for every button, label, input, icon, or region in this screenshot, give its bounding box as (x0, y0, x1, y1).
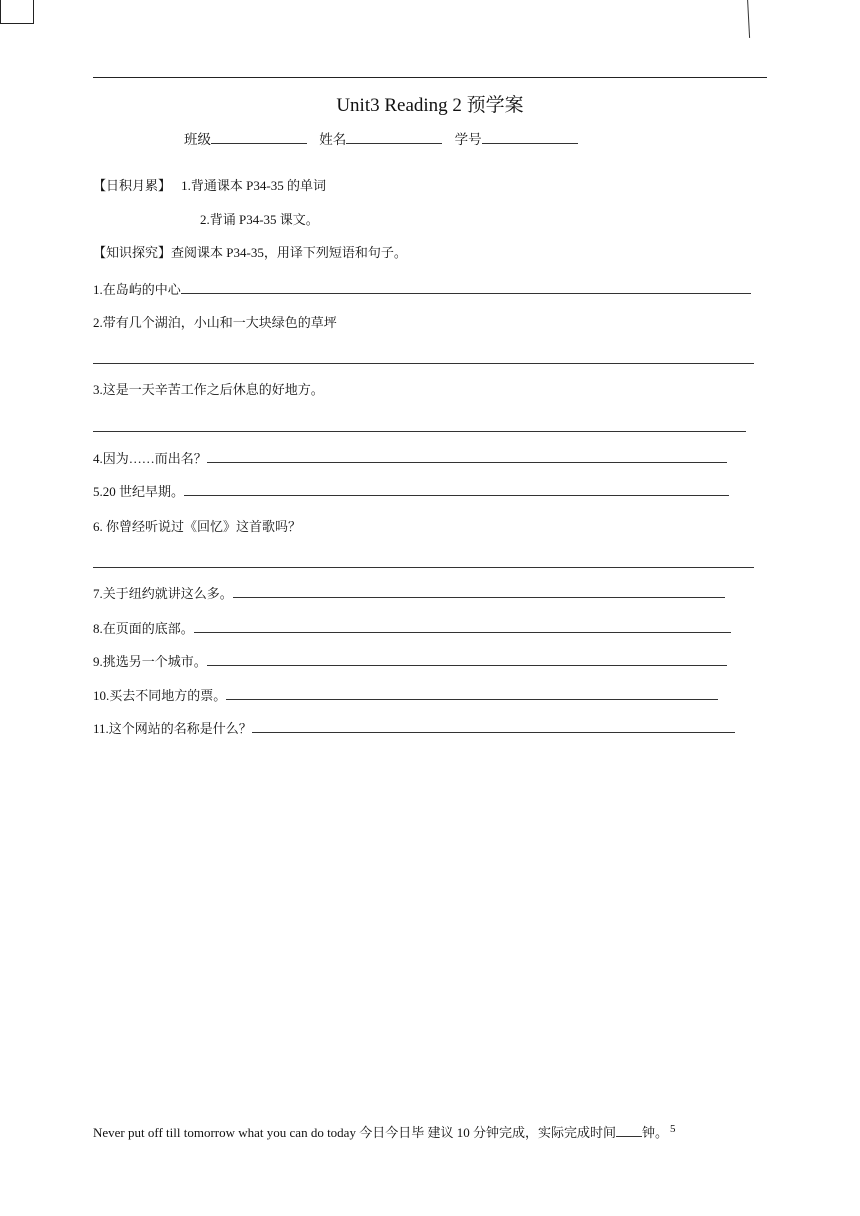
question-3 (93, 381, 324, 400)
question-11-text: 11.这个网站的名称是什么？ (93, 721, 252, 736)
question-6-text: 6. 你曾经听说过《回忆》这首歌吗？ (93, 519, 302, 534)
question-8-text: 8.在页面的底部。 (93, 621, 194, 636)
question-11 (93, 720, 735, 739)
question-5-text: 5.20 世纪早期。 (93, 484, 185, 499)
number-field (455, 132, 578, 148)
question-8 (93, 620, 731, 639)
number-blank[interactable] (482, 129, 578, 144)
question-9-answer-blank[interactable] (207, 653, 727, 666)
crop-mark-box (0, 0, 34, 24)
question-4-answer-blank[interactable] (207, 450, 727, 463)
header-rule (93, 77, 767, 78)
question-2-answer-line[interactable] (93, 363, 754, 364)
footer-motto: Never put off till tomorrow what you can do today 今日今日毕 建议 10 分钟完成，实际完成时间 (93, 1125, 616, 1140)
footer-unit: 钟。 (641, 1125, 668, 1140)
question-10 (93, 687, 718, 706)
question-8-answer-blank[interactable] (194, 620, 731, 633)
question-9-text: 9.挑选另一个城市。 (93, 654, 207, 669)
page-title: Unit3 Reading 2 预学案 (336, 95, 524, 116)
question-10-answer-blank[interactable] (226, 687, 718, 700)
question-2 (93, 314, 337, 333)
number-label: 学号 (454, 132, 482, 148)
question-7-answer-blank[interactable] (233, 585, 725, 598)
question-2-text: 2.带有几个湖泊，小山和一大块绿色的草坪 (93, 315, 337, 330)
name-field (319, 132, 442, 148)
name-label: 姓名 (319, 132, 347, 148)
question-5-answer-blank[interactable] (184, 483, 729, 496)
student-info-row (184, 128, 586, 148)
question-1 (93, 281, 751, 300)
name-blank[interactable] (346, 129, 442, 144)
question-6-answer-line[interactable] (93, 567, 754, 568)
page-footer (93, 1122, 675, 1141)
crop-mark-line (747, 0, 750, 38)
accumulate-item-1: 1.背通课本 P34-35 的单词 (181, 178, 326, 193)
question-4 (93, 450, 727, 469)
accumulate-tag: 【日积月累】 (93, 179, 172, 194)
question-4-text: 4.因为……而出名？ (93, 451, 207, 466)
question-10-text: 10.买去不同地方的票。 (93, 688, 227, 703)
question-3-answer-line[interactable] (93, 431, 746, 432)
question-1-answer-blank[interactable] (181, 281, 751, 294)
accumulate-item-2-text: 2.背诵 P34-35 课文。 (200, 212, 319, 227)
question-3-text: 3.这是一天辛苦工作之后休息的好地方。 (93, 382, 324, 397)
class-field (184, 132, 307, 148)
question-11-answer-blank[interactable] (252, 720, 735, 733)
question-1-text: 1.在岛屿的中心 (93, 282, 181, 297)
question-7-text: 7.关于纽约就讲这么多。 (93, 586, 233, 601)
explore-section (93, 244, 407, 263)
explore-instruction: 查阅课本 P34-35，用译下列短语和句子。 (171, 245, 407, 260)
question-5 (93, 483, 729, 502)
footer-time-blank[interactable] (616, 1124, 642, 1137)
page-number: 5 (669, 1122, 676, 1135)
accumulate-item-2 (200, 211, 319, 230)
accumulate-section (93, 177, 326, 196)
class-label: 班级 (184, 132, 211, 148)
class-blank[interactable] (211, 129, 307, 144)
explore-tag: 【知识探究】 (93, 246, 172, 261)
question-9 (93, 653, 727, 672)
question-7 (93, 585, 725, 604)
question-6 (93, 518, 301, 537)
